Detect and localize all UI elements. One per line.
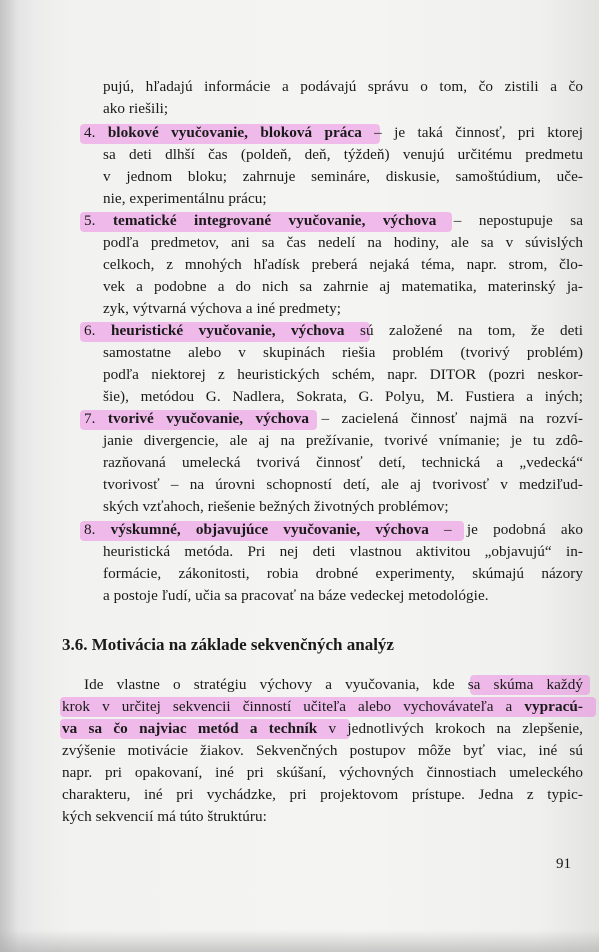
list-text: – je podobná ako	[428, 521, 583, 538]
list-number: 7.	[84, 410, 96, 427]
text-line: a postoje ľudí, učia sa pracovať na báze vedeckej metodológie.	[103, 587, 489, 604]
list-number: 4.	[84, 124, 96, 141]
list-item-6	[84, 320, 583, 342]
bold-segment: vypracú-	[524, 698, 583, 715]
list-term: heuristické vyučovanie, výchova	[110, 322, 345, 339]
text-line: podľa predmetov, ani sa čas nedelí na hodiny, ale sa v súvislých	[103, 234, 583, 251]
list-text: – zacielená činnosť najmä na rozví-	[309, 410, 583, 427]
text-line: pujú, hľadajú informácie a podávajú správu o tom, čo zistili a čo	[103, 78, 583, 95]
text-line: šie), metódou G. Nadlera, Sokrata, G. Polyu, M. Fustiera a iných;	[103, 388, 583, 405]
text-line: ských vzťahoch, riešenie bežných životných problémov;	[103, 498, 449, 515]
page-gutter-shadow	[0, 0, 18, 952]
text-line	[62, 696, 583, 718]
text-line: formácie, zákonitosti, robia drobné experimenty, skúmajú názory	[103, 565, 583, 582]
list-item-4	[84, 122, 583, 144]
text-line: sa deti dlhší čas (poldeň, deň, týždeň) venujú určitému predmetu	[103, 146, 583, 163]
text-line: tvorivosť – na úrovni schopností detí, ale aj tvorivosť v medziľud-	[103, 476, 583, 493]
text-line: vek a podobne a do nich sa zahrnie aj matematika, materinský ja-	[103, 278, 583, 295]
text-line: razňovaná umelecká tvorivá činnosť detí, technická a „vedecká“	[103, 454, 583, 471]
list-term: tematické integrované vyučovanie, výchova	[112, 212, 437, 229]
bold-segment: va sa čo najviac metód a techník	[62, 720, 318, 737]
page-number: 91	[556, 856, 571, 872]
text-line	[62, 718, 583, 740]
text-line: podľa niektorej z heuristických schém, napr. DITOR (pozri neskor-	[103, 366, 583, 383]
list-text: sú založené na tom, že deti	[344, 322, 583, 339]
page-bottom-shadow	[0, 930, 599, 952]
list-text: – nepostupuje sa	[436, 212, 583, 229]
text-line: Ide vlastne o stratégiu výchovy a vyučovania, kde sa skúma každý	[84, 676, 583, 693]
list-number: 6.	[84, 322, 96, 339]
text-line: v jednom bloku; zahrnuje semináre, diskusie, samoštúdium, uče-	[103, 168, 583, 185]
text-line: heuristická metóda. Pri nej deti vlastnou aktivitou „objavujú“ in-	[103, 543, 583, 560]
text-segment: v jednotlivých krokoch na zlepšenie,	[317, 720, 584, 737]
text-line: charakteru, iné pri vychádzke, pri projektovom prístupe. Jedna z typic-	[62, 786, 583, 803]
list-term: blokové vyučovanie, bloková práca	[107, 124, 362, 141]
text-line: samostatne alebo v skupinách riešia problém (tvorivý problém)	[103, 344, 583, 361]
text-line: janie divergencie, ale aj na prežívanie, tvorivé vnímanie; je tu zdô-	[103, 432, 583, 449]
text-segment: krok v určitej sekvencii činností učiteľa alebo vychovávateľa a	[62, 698, 525, 715]
text-line: zyk, výtvarná výchova a iné predmety;	[103, 300, 342, 317]
text-line: ako riešili;	[103, 100, 169, 117]
list-term: výskumné, objavujúce vyučovanie, výchova	[110, 521, 429, 538]
text-line: celkoch, z mnohých hľadísk preberá nejaká téma, napr. strom, člo-	[103, 256, 583, 273]
list-item-5	[84, 210, 583, 232]
list-number: 5.	[84, 212, 96, 229]
section-heading: 3.6. Motivácia na základe sekvenčných analýz	[62, 635, 394, 654]
list-term: tvorivé vyučovanie, výchova	[107, 410, 310, 427]
list-text: – je taká činnosť, pri ktorej	[361, 124, 583, 141]
list-number: 8.	[84, 521, 96, 538]
list-item-7	[84, 408, 583, 430]
text-line: zvýšenie motivácie žiakov. Sekvenčných postupov môže byť viac, iné sú	[62, 742, 583, 759]
text-line: napr. pri opakovaní, iné pri skúšaní, výchovných činnostiach umeleckého	[62, 764, 583, 781]
list-item-8	[84, 519, 583, 541]
text-line: kých sekvencií má túto štruktúru:	[62, 808, 267, 825]
text-line: nie, experimentálnu prácu;	[103, 190, 267, 207]
